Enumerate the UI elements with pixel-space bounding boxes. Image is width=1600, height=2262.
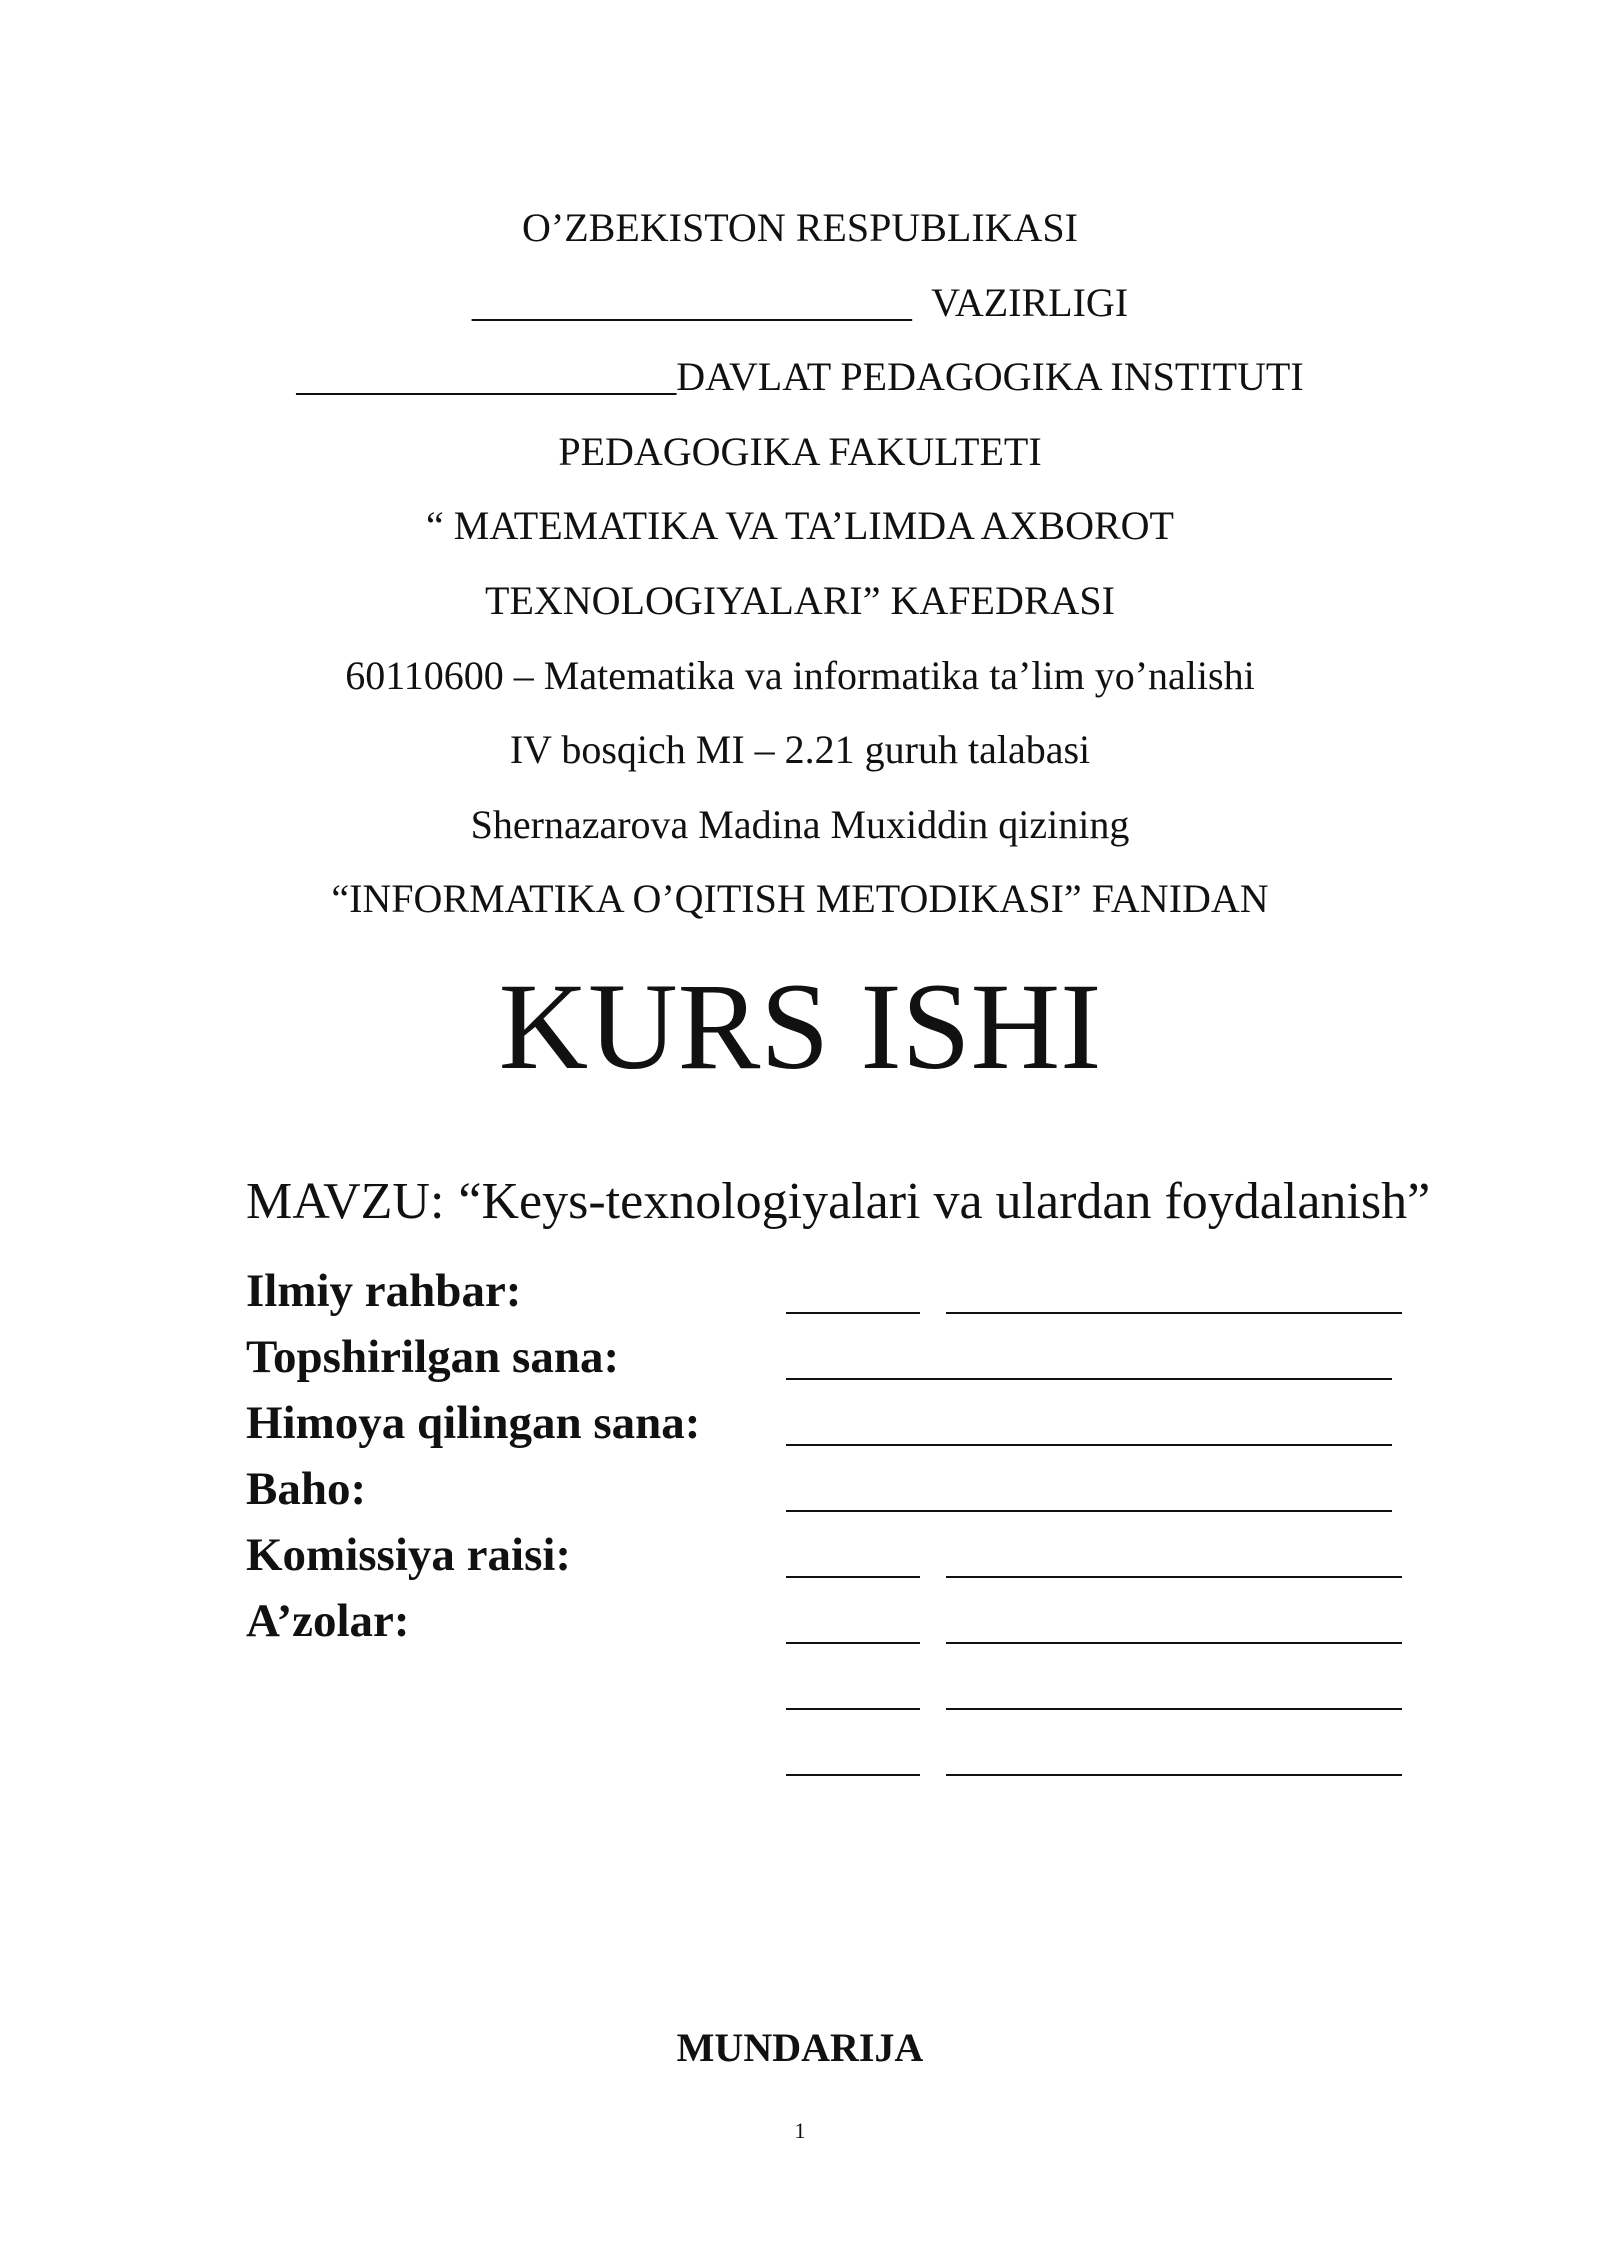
grade-blank — [786, 1510, 1392, 1512]
field-row-member-2 — [246, 1658, 1406, 1716]
document-title: KURS ISHI — [498, 958, 1102, 1095]
member-2-name-blank — [946, 1708, 1402, 1710]
header-country: O’ZBEKISTON RESPUBLIKASI — [522, 205, 1078, 250]
field-row-member-3 — [246, 1724, 1406, 1782]
defended-date-label: Himoya qilingan sana: — [246, 1397, 701, 1449]
grade-label: Baho: — [246, 1463, 367, 1515]
commission-chair-signature-blank — [786, 1576, 920, 1578]
header-group: IV bosqich MI – 2.21 guruh talabasi — [509, 727, 1091, 772]
defended-date-blank — [786, 1444, 1392, 1446]
submitted-date-label: Topshirilgan sana: — [246, 1331, 620, 1383]
commission-chair-name-blank — [946, 1576, 1402, 1578]
supervisor-label: Ilmiy rahbar: — [246, 1265, 522, 1317]
field-row-supervisor — [246, 1262, 1406, 1320]
header-department-line1: “ MATEMATIKA VA TA’LIMDA AXBOROT — [426, 503, 1174, 548]
member-3-signature-blank — [786, 1774, 920, 1776]
field-row-members — [246, 1592, 1406, 1650]
member-1-name-blank — [946, 1642, 1402, 1644]
header-ministry: ______________________ VAZIRLIGI — [471, 280, 1129, 325]
header-faculty: PEDAGOGIKA FAKULTETI — [558, 429, 1042, 474]
topic-value: “Keys-texnologiyalari va ulardan foydalanish” — [458, 1173, 1431, 1230]
submitted-date-blank — [786, 1378, 1392, 1380]
member-1-signature-blank — [786, 1642, 920, 1644]
commission-chair-label: Komissiya raisi: — [246, 1529, 572, 1581]
header-student-name: Shernazarova Madina Muxiddin qizining — [470, 802, 1130, 847]
contents-heading: MUNDARIJA — [676, 2025, 924, 2070]
members-label: A’zolar: — [246, 1595, 410, 1647]
header-institute: ___________________DAVLAT PEDAGOGIKA INSTITUTI — [296, 354, 1304, 399]
supervisor-signature-blank — [786, 1312, 920, 1314]
field-row-submitted-date — [246, 1328, 1406, 1386]
field-row-grade — [246, 1460, 1406, 1518]
page-number: 1 — [794, 2118, 806, 2143]
topic-label: MAVZU: — [246, 1173, 445, 1230]
member-3-name-blank — [946, 1774, 1402, 1776]
header-specialty: 60110600 – Matematika va informatika ta’lim yo’nalishi — [345, 653, 1255, 698]
field-row-commission-chair — [246, 1526, 1406, 1584]
header-subject: “INFORMATIKA O’QITISH METODIKASI” FANIDAN — [331, 876, 1269, 921]
topic-line — [246, 1172, 1430, 1232]
supervisor-name-blank — [946, 1312, 1402, 1314]
header-department-line2: TEXNOLOGIYALARI” KAFEDRASI — [485, 578, 1115, 623]
member-2-signature-blank — [786, 1708, 920, 1710]
field-row-defended-date — [246, 1394, 1406, 1452]
